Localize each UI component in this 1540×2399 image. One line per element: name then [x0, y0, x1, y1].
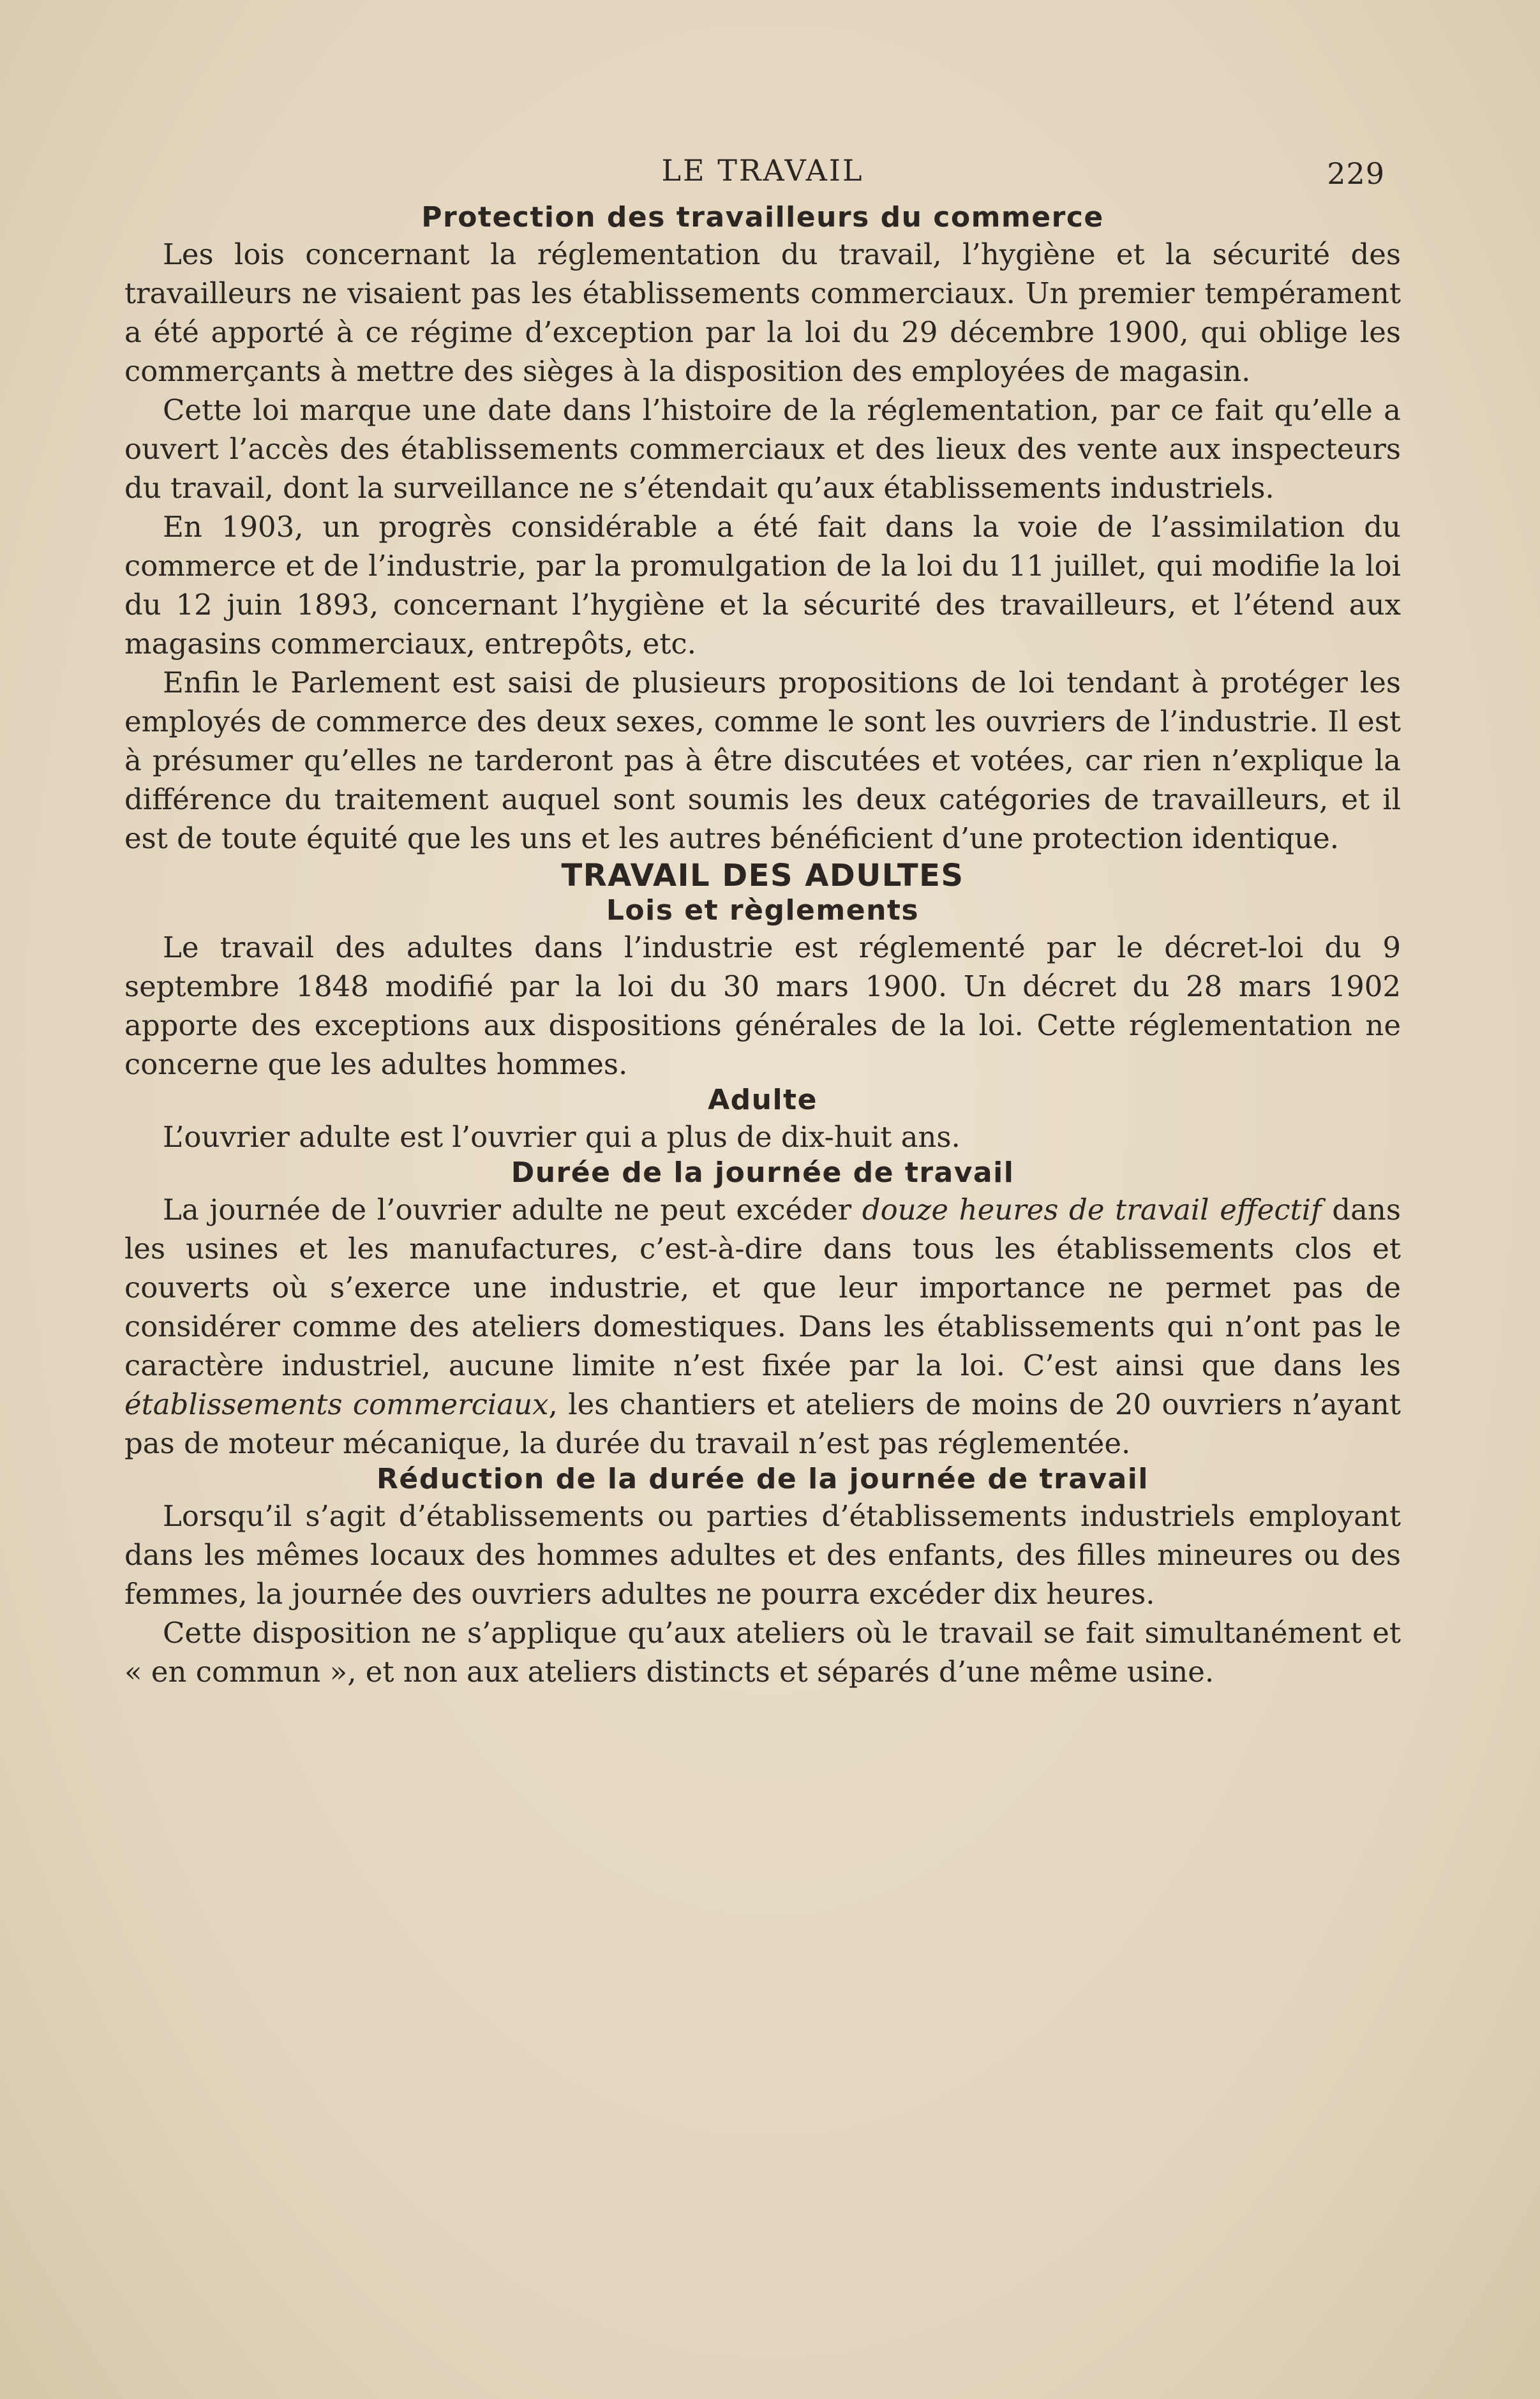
page-number: 229: [1327, 156, 1385, 191]
section-lois: [124, 894, 1401, 1084]
paragraph: Les lois concernant la réglementation du travail, l’hygiène et la sécurité des travailleurs ne visaient pas les établissements commerciaux. Un premier tempérament a été apporté à ce régime d’exception par la loi du 29 décembre 1900, qui oblige les commerçants à mettre des sièges à la disposition des employées de magasin.: [124, 237, 1401, 388]
section-commerce: [124, 201, 1401, 858]
running-head: [124, 144, 1401, 201]
italic-run: établissements commerciaux: [124, 1387, 549, 1421]
text-run: , les chantiers et ateliers de moins de 20 ouvriers n’ayant pas de moteur mécanique, la durée du travail n’est pas réglementée.: [124, 1387, 1401, 1460]
paragraph: L’ouvrier adulte est l’ouvrier qui a plus de dix-huit ans.: [163, 1119, 961, 1154]
running-title: LE TRAVAIL: [661, 153, 864, 188]
section-heading: Durée de la journée de travail: [511, 1156, 1015, 1189]
paragraph: Cette loi marque une date dans l’histoire de la réglementation, par ce fait qu’elle a ouvert l’accès des établissements commerciaux et des lieux des vente aux inspecteurs du travail, dont la surveillance ne s’étendait qu’aux établissements industriels.: [124, 392, 1401, 505]
paragraph: [124, 1190, 1401, 1463]
book-page: [124, 144, 1401, 1691]
section-duree: [124, 1156, 1401, 1463]
section-reduction: [124, 1463, 1401, 1691]
paragraph: Lorsqu’il s’agit d’établissements ou parties d’établissements industriels employant dans les mêmes locaux des hommes adultes et des enfants, des filles mineures ou des femmes, la journée des ouvriers adultes ne pourra excéder dix heures.: [124, 1498, 1401, 1611]
section-heading: Réduction de la durée de la journée de travail: [377, 1462, 1149, 1495]
paragraph: Cette disposition ne s’applique qu’aux ateliers où le travail se fait simultanément et « en commun », et non aux ateliers distincts et séparés d’une même usine.: [124, 1615, 1401, 1689]
section-heading: Adulte: [708, 1084, 818, 1117]
paragraph: Enfin le Parlement est saisi de plusieurs propositions de loi tendant à protéger les employés de commerce des deux sexes, comme le sont les ouvriers de l’industrie. Il est à présumer qu’elles ne tarderont pas à être discutées et votées, car rien n’explique la différence du traitement auquel sont soumis les deux catégories de travailleurs, et il est de toute équité que les uns et les autres bénéficient d’une protection identique.: [124, 665, 1401, 855]
paragraph: Le travail des adultes dans l’industrie est réglementé par le décret-loi du 9 septembre 1848 modifié par la loi du 30 mars 1900. Un décret du 28 mars 1902 apporte des exceptions aux dispositions générales de la loi. Cette réglementation ne concerne que les adultes hommes.: [124, 930, 1401, 1082]
text-run: dans les usines et les manufactures, c’est-à-dire dans tous les établissements clos et couverts où s’exerce une industrie, et que leur importance ne permet pas de considérer comme des ateliers domestiques. Dans les établissements qui n’ont pas le caractère industriel, aucune limite n’est fixée par la loi. C’est ainsi que dans les: [124, 1192, 1402, 1382]
italic-run: douze heures de travail effectif: [862, 1192, 1322, 1227]
section-heading: Protection des travailleurs du commerce: [421, 201, 1104, 234]
section-heading: Lois et règlements: [606, 894, 920, 927]
section-adulte: [124, 1084, 1401, 1156]
paragraph: En 1903, un progrès considérable a été fait dans la voie de l’assimilation du commerce et de l’industrie, par la promulgation de la loi du 11 juillet, qui modifie la loi du 12 juin 1893, concernant l’hygiène et la sécurité des travailleurs, et l’étend aux magasins commerciaux, entrepôts, etc.: [124, 509, 1401, 661]
chapter-heading: TRAVAIL DES ADULTES: [561, 857, 964, 893]
text-run: La journée de l’ouvrier adulte ne peut excéder: [163, 1192, 862, 1227]
